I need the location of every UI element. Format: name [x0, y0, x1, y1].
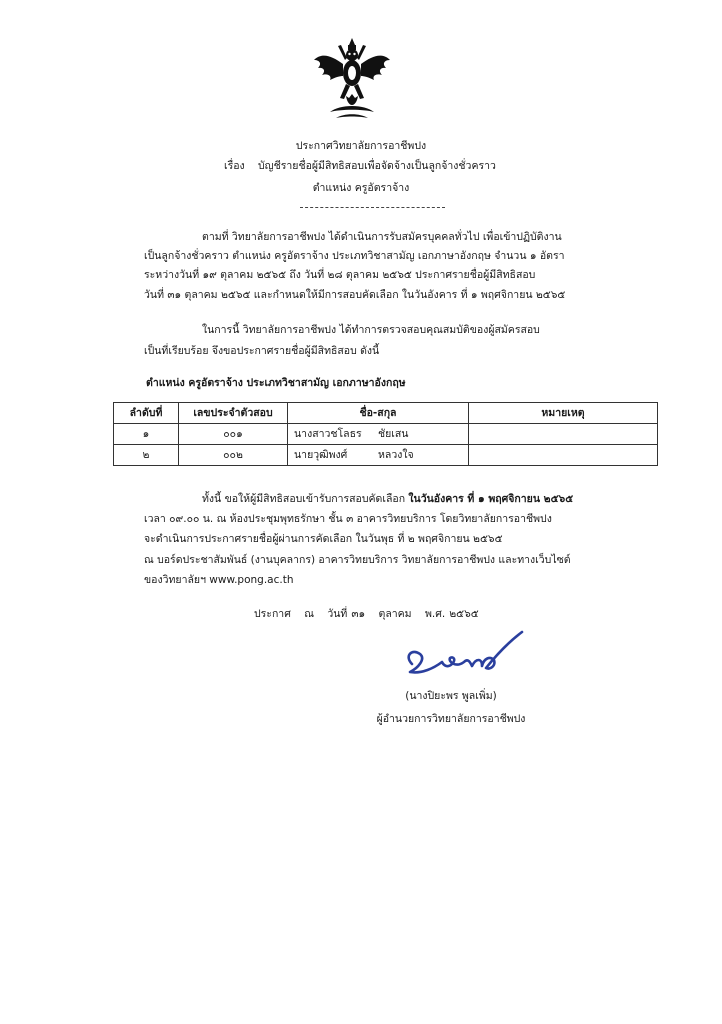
- table-header-row: [114, 403, 658, 424]
- paragraph-line: เป็นที่เรียบร้อย จึงขอประกาศรายชื่อผู้มีสิทธิสอบ ดังนี้: [144, 345, 380, 358]
- paragraph-line: ณ บอร์ดประชาสัมพันธ์ (งานบุคลากร) อาคารวิทยบริการ วิทยาลัยการอาชีพปง และทางเว็บไซต์: [144, 553, 571, 566]
- paragraph-line: วันที่ ๓๑ ตุลาคม ๒๕๖๕ และกำหนดให้มีการสอบคัดเลือก ในวันอังคาร ที่ ๑ พฤศจิกายน ๒๕๖๕: [144, 288, 566, 301]
- exam-id: ๐๐๒: [179, 445, 288, 466]
- paragraph-line: เวลา ๐๙.๐๐ น. ณ ห้องประชุมพุทธรักษา ชั้น ๓ อาคารวิทยบริการ โดยวิทยาลัยการอาชีพปง: [144, 513, 552, 526]
- column-header: ลำดับที่: [114, 403, 179, 424]
- exam-paragraph: [144, 492, 654, 587]
- announce-word: ประกาศ: [254, 608, 291, 620]
- column-header: ชื่อ-สกุล: [288, 403, 469, 424]
- candidate-table: [113, 402, 658, 466]
- paragraph-line: จะดำเนินการประกาศรายชื่อผู้ผ่านการคัดเลือก ในวันพุธ ที่ ๒ พฤศจิกายน ๒๕๖๕: [144, 533, 503, 546]
- first-name: นางสาวชโลธร: [294, 427, 362, 440]
- separator-line: [300, 207, 445, 208]
- table-row: [114, 445, 658, 466]
- note-cell: [469, 424, 658, 445]
- exam-id: ๐๐๑: [179, 424, 288, 445]
- signer-name: (นางปิยะพร พูลเพิ่ม): [405, 690, 497, 702]
- announce-month: ตุลาคม: [378, 608, 412, 620]
- row-number: ๒: [114, 445, 179, 466]
- announce-day: ๓๑: [351, 608, 366, 620]
- announce-year: ๒๕๖๕: [449, 608, 479, 620]
- row-number: ๑: [114, 424, 179, 445]
- announce-at: ณ: [304, 608, 314, 620]
- org-announcement-title: ประกาศวิทยาลัยการอาชีพปง: [295, 140, 427, 152]
- paragraph-line: [144, 492, 654, 506]
- announcement-date-line: [254, 607, 489, 621]
- column-header: เลขประจำตัวสอบ: [179, 403, 288, 424]
- subject-line: [224, 159, 496, 173]
- section-heading: ตำแหน่ง ครูอัตราจ้าง ประเภทวิชาสามัญ เอกภาษาอังกฤษ: [146, 377, 406, 389]
- exam-lead-text: ทั้งนี้ ขอให้ผู้มีสิทธิสอบเข้ารับการสอบคัดเลือก: [202, 493, 409, 505]
- subject-text: บัญชีรายชื่อผู้มีสิทธิสอบเพื่อจัดจ้างเป็นลูกจ้างชั่วคราว: [258, 160, 496, 172]
- handwritten-signature: [398, 628, 528, 688]
- last-name: ชัยเสน: [378, 427, 409, 440]
- subject-label: เรื่อง: [224, 160, 245, 172]
- paragraph-line: ของวิทยาลัยฯ www.pong.ac.th: [144, 573, 294, 586]
- candidate-name: [288, 424, 469, 445]
- exam-date-bold: ในวันอังคาร ที่ ๑ พฤศจิกายน ๒๕๖๕: [408, 493, 574, 505]
- column-header: หมายเหตุ: [469, 403, 658, 424]
- intro-paragraph: [144, 230, 654, 302]
- second-paragraph: [144, 323, 654, 358]
- announce-date-prefix: วันที่: [327, 608, 348, 620]
- paragraph-line: เป็นลูกจ้างชั่วคราว ตำแหน่ง ครูอัตราจ้าง ประเภทวิชาสามัญ เอกภาษาอังกฤษ จำนวน ๑ อัตรา: [144, 250, 565, 263]
- note-cell: [469, 445, 658, 466]
- table-row: [114, 424, 658, 445]
- garuda-emblem-icon: [312, 38, 392, 120]
- paragraph-line: ในการนี้ วิทยาลัยการอาชีพปง ได้ทำการตรวจสอบคุณสมบัติของผู้สมัครสอบ: [202, 324, 540, 336]
- signer-title: ผู้อำนวยการวิทยาลัยการอาชีพปง: [376, 713, 526, 725]
- last-name: หลวงใจ: [378, 448, 414, 461]
- paragraph-line: ระหว่างวันที่ ๑๙ ตุลาคม ๒๕๖๕ ถึง วันที่ ๒๘ ตุลาคม ๒๕๖๕ ประกาศรายชื่อผู้มีสิทธิสอบ: [144, 269, 536, 282]
- position-line: ตำแหน่ง ครูอัตราจ้าง: [312, 182, 410, 194]
- paragraph-line: ตามที่ วิทยาลัยการอาชีพปง ได้ดำเนินการรับสมัครบุคคลทั่วไป เพื่อเข้าปฏิบัติงาน: [202, 231, 562, 243]
- first-name: นายวุฒิพงศ์: [294, 448, 348, 461]
- candidate-name: [288, 445, 469, 466]
- announce-era: พ.ศ.: [424, 608, 446, 620]
